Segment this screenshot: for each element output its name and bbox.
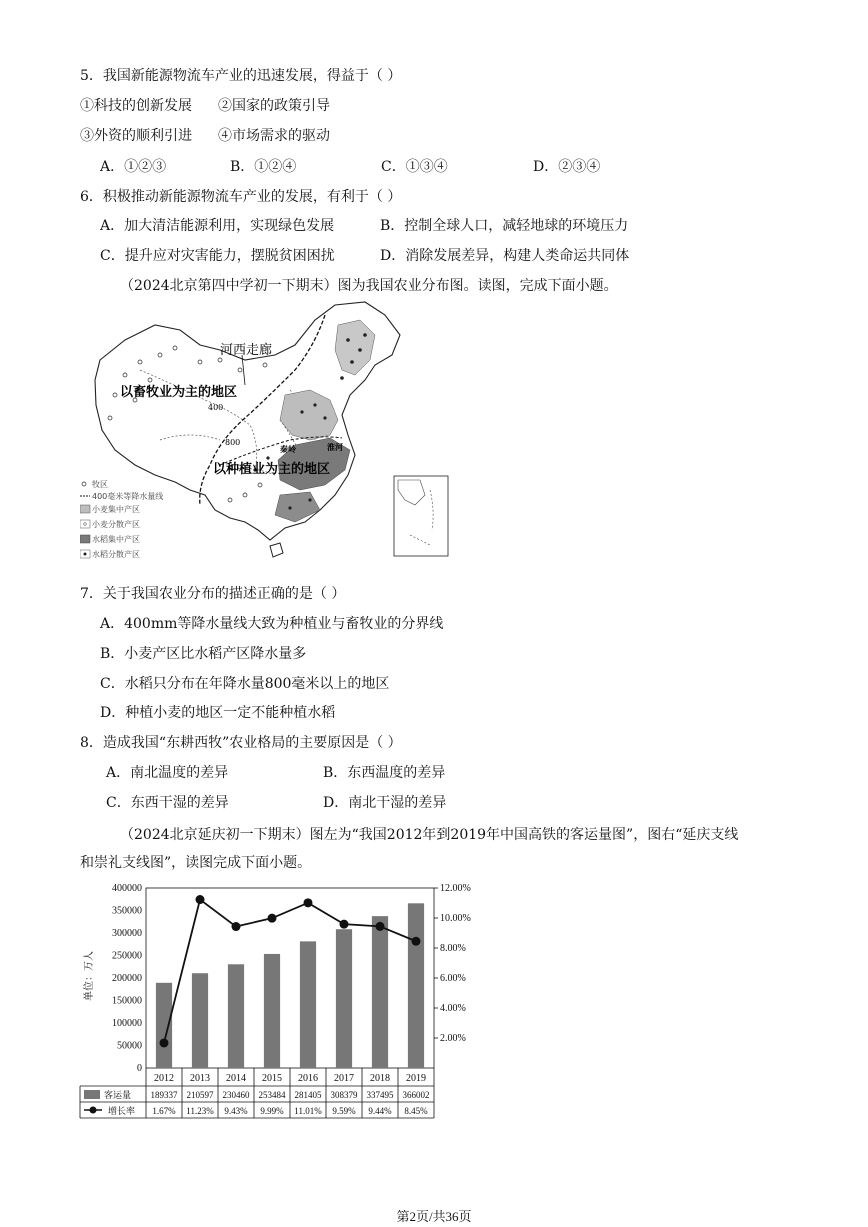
q5-item-1: ①科技的创新发展 <box>80 98 192 114</box>
bar-value-label: 281405 <box>294 1090 322 1100</box>
china-agriculture-map <box>80 300 460 570</box>
legend-pastoral-icon <box>82 482 86 486</box>
q5-item-2: ②国家的政策引导 <box>218 98 330 114</box>
bar-value-label: 366002 <box>402 1090 430 1100</box>
legend-rice-concentrated: 水稻集中产区 <box>92 535 140 544</box>
q8-option-b[interactable]: B．东西温度的差异 <box>323 765 446 781</box>
q7-stem: 7．关于我国农业分布的描述正确的是（ ） <box>80 586 346 602</box>
bar-2017 <box>336 929 352 1068</box>
x-tick-label: 2016 <box>298 1073 318 1084</box>
q7-option-d[interactable]: D．种植小麦的地区一定不能种植水稻 <box>100 705 336 721</box>
south-china-sea-inset <box>394 476 448 556</box>
page-footer: 第2页/共36页 <box>396 1209 472 1224</box>
q8-stem: 8．造成我国“东耕西牧”农业格局的主要原因是（ ） <box>80 735 402 751</box>
y2-tick-label: 4.00% <box>440 1003 466 1014</box>
legend-rice-concentrated-icon <box>80 535 90 543</box>
q6-option-d[interactable]: D．消除发展差异，构建人类命运共同体 <box>380 248 630 264</box>
pastoral-region-label: 以畜牧业为主的地区 <box>120 385 238 400</box>
y2-tick-label: 2.00% <box>440 1033 466 1044</box>
y-tick-label: 350000 <box>112 905 142 917</box>
q5-item-3: ③外资的顺利引进 <box>80 128 192 144</box>
bar-value-label: 337495 <box>366 1090 394 1100</box>
growth-value-label: 11.23% <box>186 1106 214 1116</box>
bar-2014 <box>228 964 244 1068</box>
growth-point-2013 <box>196 895 205 904</box>
q5-stem: 5．我国新能源物流车产业的迅速发展，得益于（ ） <box>80 68 402 84</box>
bar-value-label: 210597 <box>186 1090 214 1100</box>
y-tick-label: 100000 <box>112 1018 142 1029</box>
legend-400-line: 400毫米等降水量线 <box>92 492 164 501</box>
growth-point-2015 <box>268 914 277 923</box>
qinling-label: 秦岭 <box>280 445 296 454</box>
bar-2016 <box>300 941 316 1068</box>
high-speed-rail-chart <box>78 876 498 1121</box>
x-tick-label: 2015 <box>262 1073 282 1084</box>
y-tick-label: 200000 <box>112 973 142 984</box>
table-legend-bar-swatch <box>84 1090 100 1099</box>
y-tick-label: 400000 <box>112 883 142 894</box>
legend-wheat-concentrated-icon <box>80 505 90 513</box>
huaihe-label: 淮河 <box>327 443 343 452</box>
growth-point-2017 <box>340 920 349 929</box>
bar-value-label: 230460 <box>222 1090 250 1100</box>
q5-option-d[interactable]: D．②③④ <box>533 159 601 175</box>
growth-value-label: 9.43% <box>224 1106 248 1116</box>
growth-value-label: 8.45% <box>404 1106 428 1116</box>
growth-value-label: 9.99% <box>260 1106 284 1116</box>
growth-value-label: 1.67% <box>152 1106 176 1116</box>
growth-value-label: 11.01% <box>294 1106 322 1116</box>
y-tick-label: 0 <box>137 1063 142 1074</box>
bar-value-label: 253484 <box>258 1090 286 1100</box>
x-tick-label: 2017 <box>334 1073 354 1084</box>
y2-tick-label: 6.00% <box>440 973 466 984</box>
q6-option-b[interactable]: B．控制全球人口，减轻地球的环境压力 <box>380 218 629 234</box>
x-tick-label: 2018 <box>370 1073 390 1084</box>
table-legend-line-marker <box>90 1107 97 1114</box>
y-axis-label: 单位：万人 <box>84 951 95 1001</box>
x-tick-label: 2013 <box>190 1073 210 1084</box>
bar-2013 <box>192 973 208 1068</box>
y2-tick-label: 12.00% <box>440 883 471 894</box>
legend-pastoral: 牧区 <box>92 480 108 489</box>
bar-2018 <box>372 916 388 1068</box>
chart-intro-line1: （2024北京延庆初一下期末）图左为“我国2012年到2019年中国高铁的客运量图”，图右“延庆支线 <box>120 827 739 843</box>
line-800-label: 800 <box>225 438 241 447</box>
growth-value-label: 9.59% <box>332 1106 356 1116</box>
growth-point-2016 <box>304 898 313 907</box>
legend-wheat-concentrated: 小麦集中产区 <box>92 505 140 514</box>
bar-2012 <box>156 983 172 1068</box>
legend-rice-dispersed: 水稻分散产区 <box>92 550 140 559</box>
q6-option-a[interactable]: A．加大清洁能源利用，实现绿色发展 <box>100 218 335 234</box>
bar-2015 <box>264 954 280 1068</box>
legend-wheat-dispersed: 小麦分散产区 <box>92 520 140 529</box>
growth-point-2019 <box>412 937 421 946</box>
y2-tick-label: 10.00% <box>440 913 471 924</box>
line-400-label: 400 <box>208 403 224 412</box>
q5-item-4: ④市场需求的驱动 <box>218 128 330 144</box>
y2-tick-label: 8.00% <box>440 943 466 954</box>
map-legend <box>80 479 163 559</box>
q7-option-c[interactable]: C．水稻只分布在年降水量800毫米以上的地区 <box>100 676 390 692</box>
x-tick-label: 2012 <box>154 1073 174 1084</box>
bar-2019 <box>408 903 424 1068</box>
q8-option-d[interactable]: D．南北干湿的差异 <box>323 795 447 811</box>
q5-option-a[interactable]: A．①②③ <box>100 159 167 175</box>
growth-point-2012 <box>160 1038 169 1047</box>
y2-axis-ticks <box>434 883 471 1044</box>
growth-point-2018 <box>376 922 385 931</box>
q8-option-a[interactable]: A．南北温度的差异 <box>106 765 229 781</box>
growth-value-label: 9.44% <box>368 1106 392 1116</box>
y-tick-label: 150000 <box>112 995 142 1007</box>
y-tick-label: 50000 <box>117 1040 142 1052</box>
q6-stem: 6．积极推动新能源物流车产业的发展，有利于（ ） <box>80 189 402 205</box>
y-tick-label: 250000 <box>112 950 142 962</box>
corridor-label: 河西走廊 <box>220 343 273 358</box>
map-intro: （2024北京第四中学初一下期末）图为我国农业分布图。读图，完成下面小题。 <box>120 278 618 294</box>
table-legend-bar-label: 客运量 <box>104 1090 132 1100</box>
plot-frame <box>146 888 434 1068</box>
growth-point-2014 <box>232 922 241 931</box>
q7-option-b[interactable]: B．小麦产区比水稻产区降水量多 <box>100 646 307 662</box>
x-tick-label: 2019 <box>406 1073 426 1084</box>
hainan-outline <box>270 543 283 557</box>
y-tick-label: 300000 <box>112 928 142 939</box>
q7-option-a[interactable]: A．400mm等降水量线大致为种植业与畜牧业的分界线 <box>100 616 444 632</box>
q8-option-c[interactable]: C．东西干湿的差异 <box>106 795 229 811</box>
q6-option-c[interactable]: C．提升应对灾害能力，摆脱贫困困扰 <box>100 248 335 264</box>
bar-value-label: 189337 <box>150 1090 178 1100</box>
chart-intro-line2: 和崇礼支线图”，读图完成下面小题。 <box>80 855 312 871</box>
planting-region-label: 以种植业为主的地区 <box>213 462 331 477</box>
q5-option-c[interactable]: C．①③④ <box>381 159 448 175</box>
y-axis-ticks <box>112 883 142 1074</box>
table-legend-line-label: 增长率 <box>108 1106 136 1116</box>
x-tick-label: 2014 <box>226 1073 246 1084</box>
q5-option-b[interactable]: B．①②④ <box>230 159 297 175</box>
bar-value-label: 308379 <box>330 1090 358 1100</box>
data-table <box>80 1068 434 1118</box>
